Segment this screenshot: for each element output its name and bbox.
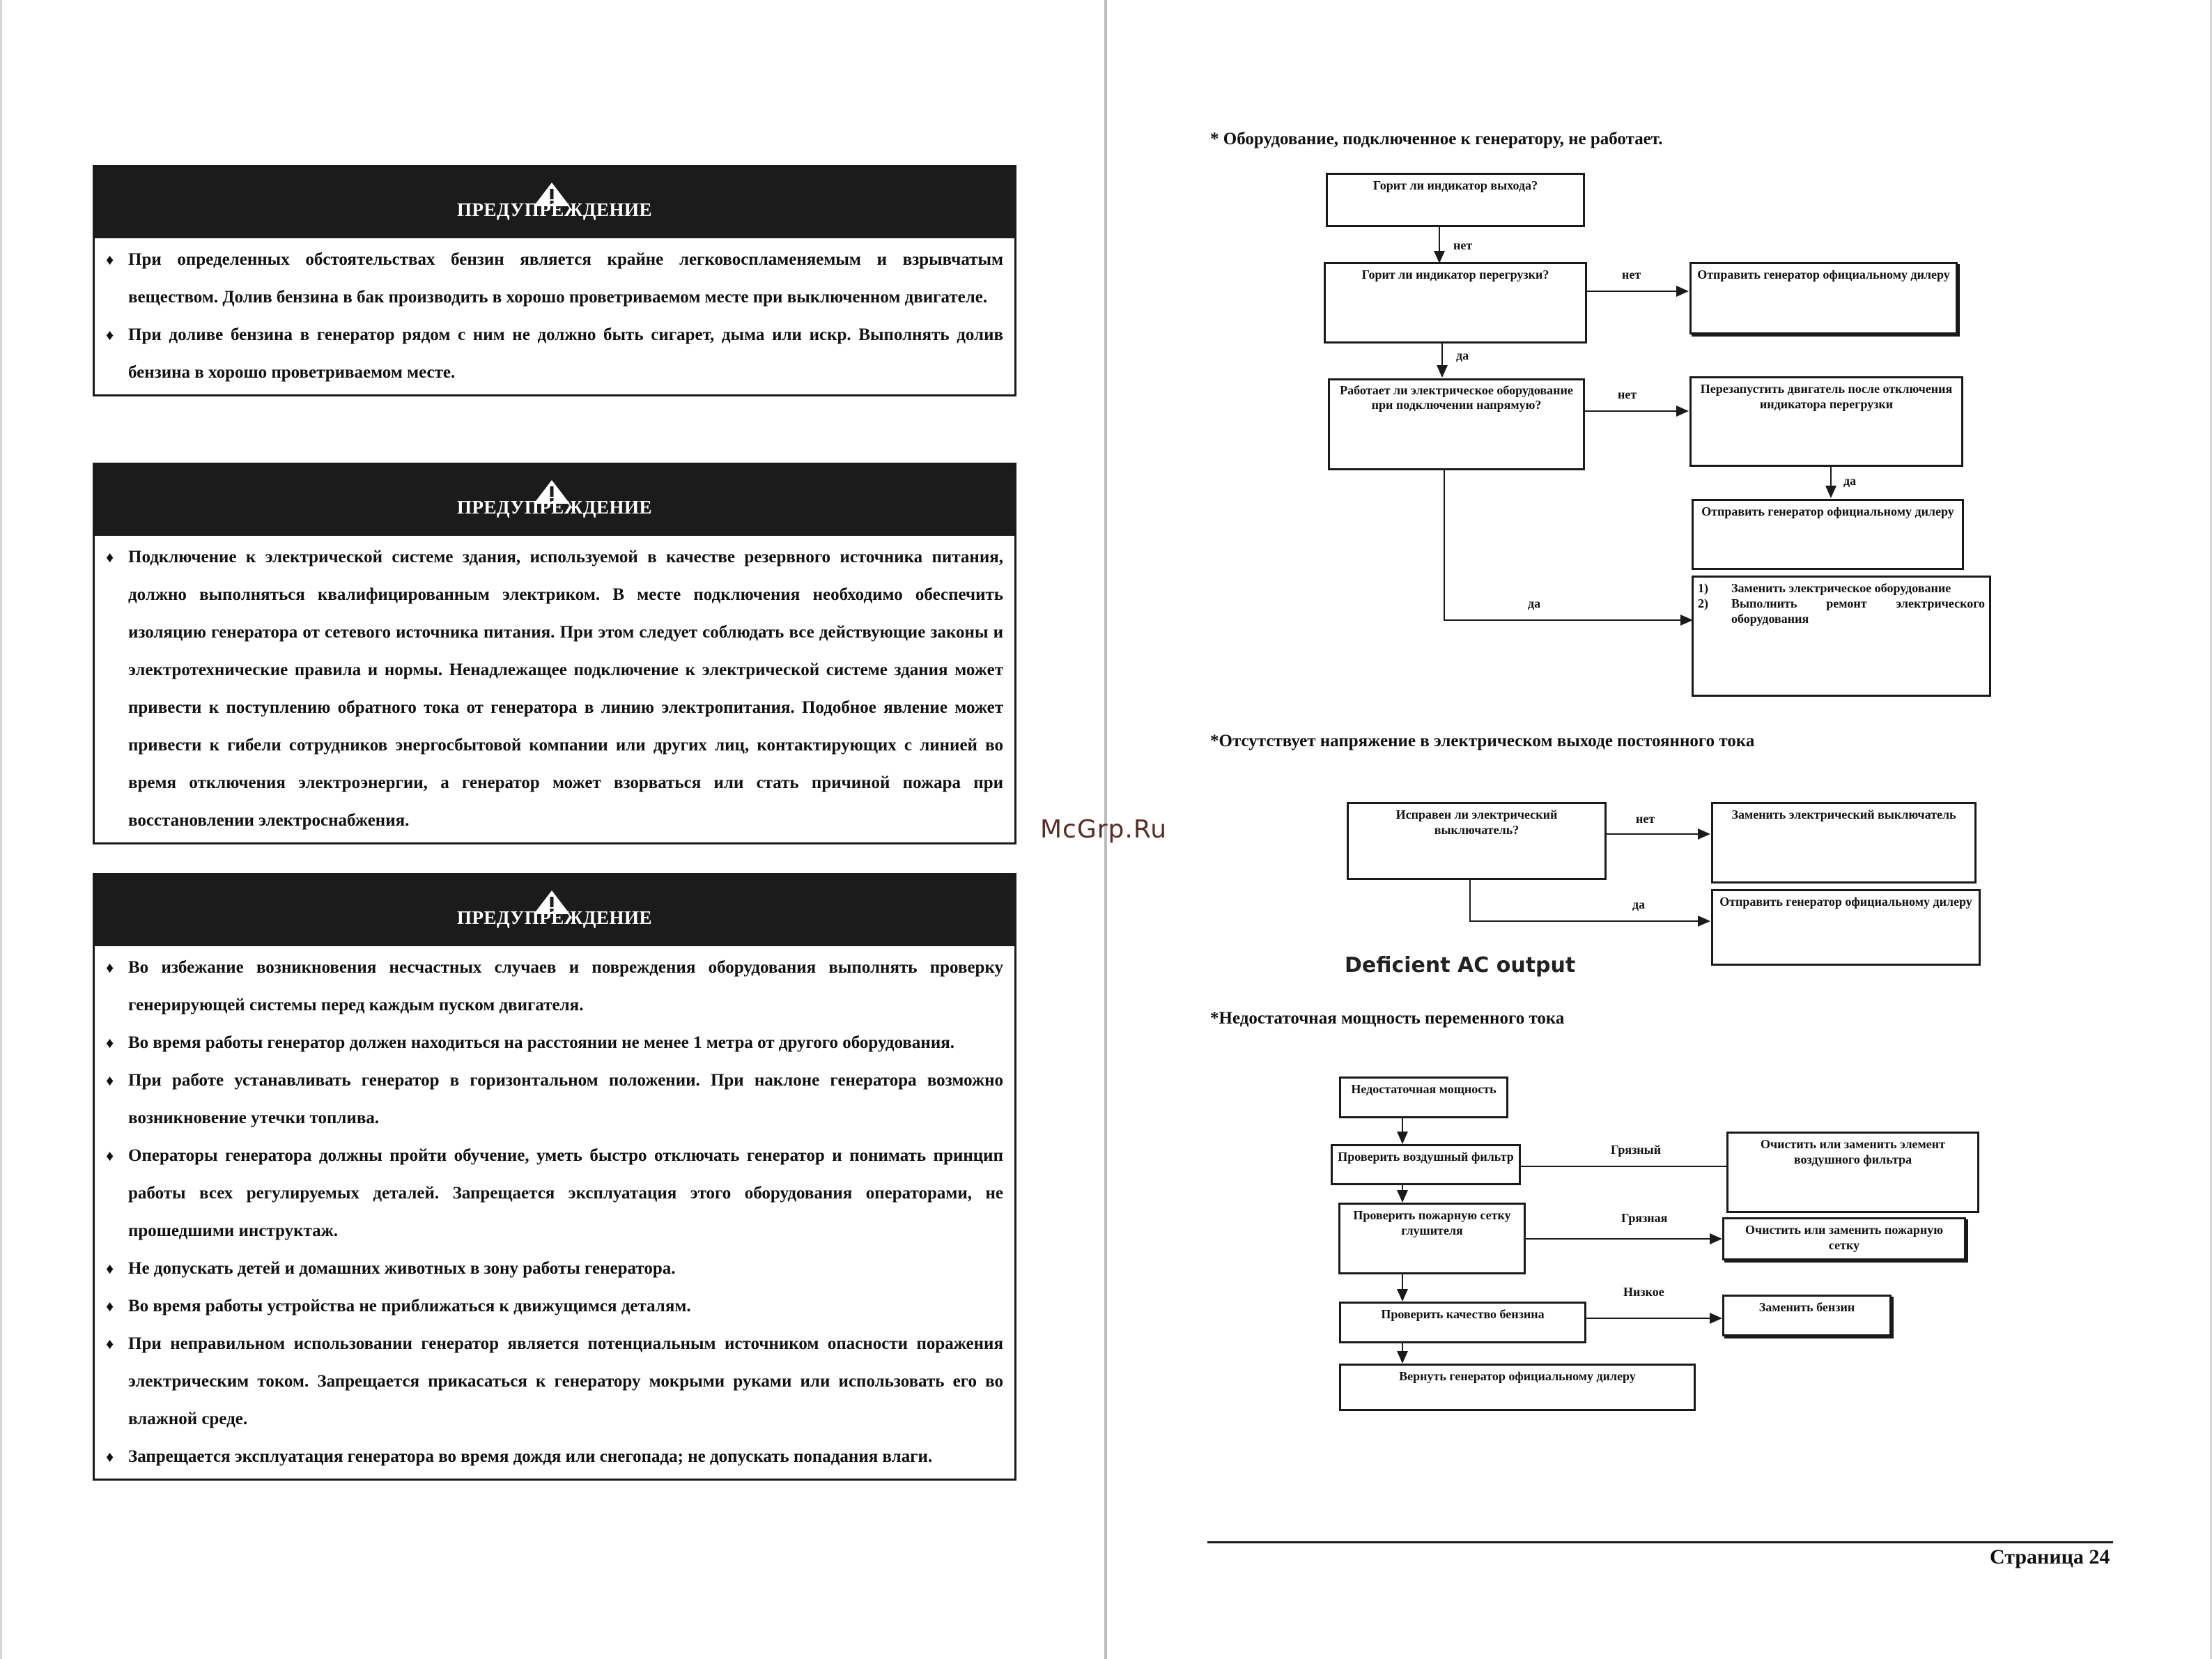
flow3-step-return: Вернуть генератор официальному дилеру [1339,1364,1696,1411]
warning-item: ♦ Операторы генератора должны пройти обучение, уметь быстро отключать генератор и понимать принцип работы всех регулируемых деталей. Запрещается эксплуатация этого оборудования операторами, не прошедшими инструктаж. [106,1146,1003,1240]
flow1-label-no: нет [1622,268,1641,281]
warning-item: ♦ При определенных обстоятельствах бензин является крайне легковоспламеняемым и взрывчатым веществом. Долив бензина в бак производить в хорошо проветриваемом месте при выключенном двигателе. [106,250,1003,307]
flow2-label-yes: да [1632,897,1646,911]
flow1-list-item: 2) Выполнить ремонт электрического оборудования [1698,596,1985,626]
flow1-answer-dealer: Отправить генератор официальному дилеру [1689,262,1958,334]
flowchart-heading-1: * Оборудование, подключенное к генератору, не работает. [1210,130,1663,148]
flow2-question-switch: Исправен ли электрический выключатель? [1347,802,1607,880]
warning-item: ♦ Подключение к электрической системе здания, используемой в качестве резервного источника питания, должно выполняться квалифицированным электриком. В месте подключения необходимо обеспечить изоляцию генератора от сетевого источника питания. При этом следует соблюдать все действующие законы и электротехнические правила и нормы. Ненадлежащее подключение к электрической системе здания может привести к поступлению обратного тока от генератора в линию электропитания. Подобное явление может привести к гибели сотрудников энергосбытовой компании или других лиц, контактирующих с линией во время отключения электроэнергии, а генератор может взорваться или стать причиной пожара при восстановлении электроснабжения. [106,548,1003,830]
flow1-label-yes: да [1843,474,1857,488]
flow3-step-spark-screen: Проверить пожарную сетку глушителя [1338,1203,1526,1274]
flow3-step-air-filter: Проверить воздушный фильтр [1331,1144,1521,1185]
warning-item: ♦ Запрещается эксплуатация генератора во время дождя или снегопада; не допускать попадания влаги. [106,1447,933,1466]
warning-item: ♦ Во время работы генератор должен находиться на расстоянии не менее 1 метра от другого оборудования. [106,1033,955,1052]
flow2-answer-dealer: Отправить генератор официальному дилеру [1711,889,1981,966]
warning-item: ♦ При доливе бензина в генератор рядом с ним не должно быть сигарет, дыма или искр. Выполнять долив бензина в хорошо проветриваемом месте. [106,325,1003,382]
flow1-label-no: нет [1618,387,1637,401]
flow1-question-direct: Работает ли электрическое оборудование при подключении напрямую? [1328,378,1585,470]
flow3-answer-spark-screen: Очистить или заменить пожарную сетку [1722,1217,1966,1260]
warning-item: ♦ При неправильном использовании генератор является потенциальным источником опасности поражения электрическим током. Запрещается прикасаться к генератору мокрыми руками или использовать его во влажной среде. [106,1334,1003,1428]
flow1-question-overload: Горит ли индикатор перегрузки? [1324,262,1587,344]
flow1-list-item: 1) Заменить электрическое оборудование [1698,581,1951,595]
flow3-start: Недостаточная мощность [1339,1077,1508,1118]
page-number: Страница 24 [1990,1545,2110,1568]
warning-item: ♦ Во избежание возникновения несчастных случаев и повреждения оборудования выполнять проверку генерирующей системы перед каждым пуском двигателя. [106,958,1003,1014]
warning-item: ♦ Во время работы устройства не приближаться к движущимся деталям. [106,1297,691,1315]
flow3-answer-air-filter: Очистить или заменить элемент воздушного фильтра [1726,1132,1979,1213]
warning-title: ПРЕДУПРЕЖДЕНИЕ [456,907,653,928]
flow2-label-no: нет [1636,812,1655,826]
flow3-label-dirty: Грязная [1621,1211,1668,1225]
warning-item: ♦ Не допускать детей и домашних животных в зону работы генератора. [106,1259,676,1278]
warning-title: ПРЕДУПРЕЖДЕНИЕ [456,199,653,220]
footer-rule [1207,1541,2113,1543]
flowchart-heading-2: *Отсутствует напряжение в электрическом выходе постоянного тока [1210,732,1755,750]
flow1-answer-dealer-2: Отправить генератор официальному дилеру [1692,499,1964,570]
flow1-answer-list [1692,576,1991,697]
flow1-label-yes: да [1528,596,1541,610]
warning-title: ПРЕДУПРЕЖДЕНИЕ [456,497,653,518]
flow1-label-no: нет [1453,238,1473,252]
cutoff-caption: Deficient AC output [1345,953,1576,978]
flow2-answer-replace: Заменить электрический выключатель [1711,802,1977,883]
flow3-step-fuel: Проверить качество бензина [1339,1302,1586,1343]
flow1-answer-restart: Перезапустить двигатель после отключения индикатора перегрузки [1689,376,1963,467]
flow1-question-output: Горит ли индикатор выхода? [1326,173,1585,227]
watermark: McGrp.Ru [1040,815,1168,844]
flow3-answer-fuel: Заменить бензин [1722,1295,1892,1336]
warning-item: ♦ При работе устанавливать генератор в горизонтальном положении. При наклоне генератора возможно возникновение утечки топлива. [106,1071,1003,1127]
flow3-label-dirty: Грязный [1611,1143,1662,1157]
flow1-label-yes: да [1456,348,1469,362]
flowchart-heading-3: *Недостаточная мощность переменного тока [1210,1009,1565,1028]
flow3-label-low: Низкое [1623,1285,1664,1299]
